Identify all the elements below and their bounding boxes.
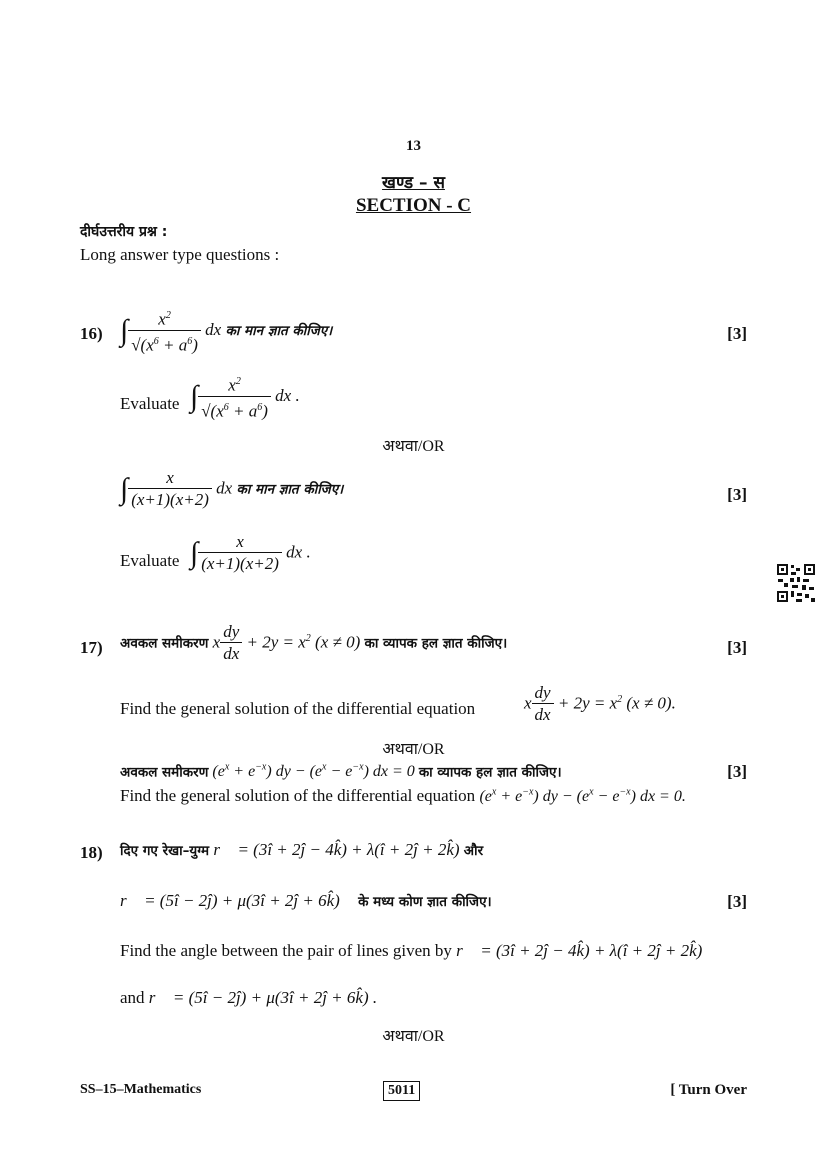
q18-english-line-2: and r⃗ = (5î − 2ĵ) + μ(3î + 2ĵ + 6k̂) . (120, 988, 378, 1007)
footer-turn-over: [ Turn Over (670, 1082, 747, 1098)
q16-marks: [3] (727, 324, 747, 343)
q17-alt-marks: [3] (727, 762, 747, 781)
q16-alt-hindi-suffix: का मान ज्ञात कीजिए। (236, 481, 344, 498)
or-divider-3: अथवा/OR (382, 1028, 445, 1045)
q17-equation-hindi: अवकल समीकरण x $\frac{dy}{dx}$ + $2y = x^2$ (x ≠ 0) का व्यापक हल ज्ञात कीजिए। (120, 622, 508, 663)
q17-hindi-suffix: का व्यापक हल ज्ञात कीजिए। (364, 635, 508, 652)
q16-alt-integral-hindi: ∫ $\frac{x}{(x+1)(x+2)}$ dx का मान ज्ञात कीजिए। (120, 468, 344, 509)
footer-code: 5011 (383, 1081, 420, 1101)
q16-hindi-suffix: का मान ज्ञात कीजिए। (225, 323, 333, 340)
q18-marks: [3] (727, 892, 747, 911)
q16-alt-marks: [3] (727, 485, 747, 504)
q17-equation-english: x $\frac{dy}{dx}$ + $2y = x^2$ (x ≠ 0). (524, 683, 676, 724)
qr-code-icon (776, 563, 816, 603)
q18-english-line-1: Find the angle between the pair of lines given by r⃗ = (3î + 2ĵ − 4k̂) + λ(î + 2ĵ + 2k̂) (120, 941, 703, 960)
section-title-hindi: खण्ड – स (382, 173, 445, 193)
question-17-number: 17) (80, 638, 103, 657)
q16-evaluate-label: Evaluate (120, 394, 180, 413)
q17-marks: [3] (727, 638, 747, 657)
q17-english-text: Find the general solution of the differential equation (120, 699, 476, 718)
instructions-english: Long answer type questions : (80, 245, 280, 264)
q17-alt-hindi: अवकल समीकरण $(e^x + e^{-x})$ dy − $(e^x - e^{-x})$ dx = 0 का व्यापक हल ज्ञात कीजिए। (120, 762, 562, 781)
footer-subject: SS–15–Mathematics (80, 1082, 202, 1097)
question-18-number: 18) (80, 843, 103, 862)
question-16-number: 16) (80, 324, 103, 343)
q16-integral-english: ∫ $\frac{x^2}{√(x^6 + a^6)}$ dx . (190, 372, 300, 422)
page-number: 13 (406, 138, 421, 154)
q16-alt-integral-english: ∫ $\frac{x}{(x+1)(x+2)}$ dx . (190, 532, 311, 573)
q16-alt-evaluate-label: Evaluate (120, 551, 180, 570)
q18-line-1-hindi: दिए गए रेखा–युग्म r⃗ = (3î + 2ĵ − 4k̂) + λ(î + 2ĵ + 2k̂) और (120, 840, 484, 859)
q16-integral-hindi: ∫ $\frac{x^2}{√(x^6 + a^6)}$ dx का मान ज्ञात कीजिए। (120, 306, 332, 356)
or-divider-1: अथवा/OR (382, 438, 445, 455)
q17-alt-english: Find the general solution of the differential equation $(e^x + e^{-x})$ dy − $(e^x - e^{-x})$ dx = 0. (120, 786, 686, 805)
instructions-hindi: दीर्घउत्तरीय प्रश्न : (80, 224, 168, 240)
q18-line-2-hindi: r⃗ = (5î − 2ĵ) + μ(3î + 2ĵ + 6k̂) के मध्य कोण ज्ञात कीजिए। (120, 891, 492, 910)
q17-hindi-prefix: अवकल समीकरण (120, 635, 209, 652)
or-divider-2: अथवा/OR (382, 741, 445, 758)
section-title-english: SECTION - C (355, 195, 472, 216)
